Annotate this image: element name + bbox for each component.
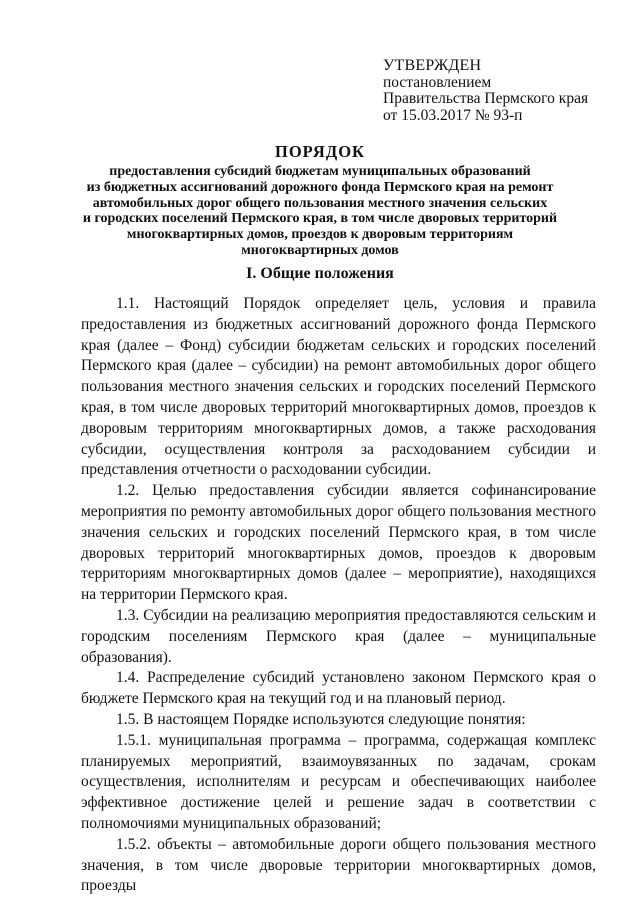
document-subtitle	[70, 164, 570, 259]
paragraph-1-2: 1.2. Целью предоставления субсидии является софинансирование мероприятия по ремонту автомобильных дорог общего пользования местного значения сельских и городских поселений Пермского края, в том числе дворовых территорий многоквартирных домов, проездов к дворовым территориям многоквартирных домов (далее – мероприятие), находящихся на территории Пермского края.	[81, 482, 596, 604]
section-heading: I. Общие положения	[246, 265, 394, 282]
approval-line-2: Правительства Пермского края	[383, 90, 589, 107]
paragraph-1-1: 1.1. Настоящий Порядок определяет цель, условия и правила предоставления из бюджетных ассигнований дорожного фонда Пермского края (далее – Фонд) субсидии бюджетам сельских и городских поселений Пермского края (далее – субсидии) на ремонт автомобильных дорог общего пользования местного значения сельских и городских поселений Пермского края, в том числе дворовых территорий многоквартирных домов, проездов к дворовым территориям многоквартирных домов, а также расходования субсидии, осуществления контроля за расходованием субсидии и представления отчетности о расходовании субсидии.	[81, 295, 596, 479]
approval-heading: УТВЕРЖДЕН	[383, 57, 482, 74]
subtitle-line: предоставления субсидий бюджетам муниципальных образований	[109, 164, 531, 179]
paragraph-1-3: 1.3. Субсидии на реализацию мероприятия предоставляются сельским и городским поселениям Пермского края (далее – муниципальные образования).	[81, 606, 596, 666]
approval-line-1: постановлением	[383, 73, 492, 91]
subtitle-line: автомобильных дорог общего пользования местного значения сельских	[92, 195, 548, 211]
document-body	[81, 294, 596, 897]
paragraph-1-5: 1.5. В настоящем Порядке используются следующие понятия:	[116, 710, 526, 728]
subtitle-line: многоквартирных домов	[241, 242, 399, 258]
paragraph-1-5-1: 1.5.1. муниципальная программа – программа, содержащая комплекс планируемых мероприятий, взаимоувязанных по задачам, срокам осуществления, исполнителям и ресурсам и обеспечивающих наиболее эффективное достижение целей и решение задач в соответствии с полномочиями муниципальных образований;	[81, 731, 596, 832]
approval-line-3: от 15.03.2017 № 93-п	[383, 106, 523, 124]
approval-stamp	[383, 58, 588, 124]
paragraph-1-4: 1.4. Распределение субсидий установлено законом Пермского края о бюджете Пермского края на текущий год и на плановый период.	[81, 669, 596, 708]
subtitle-line: многоквартирных домов, проездов к дворовым территориям	[126, 227, 514, 243]
paragraph-1-5-2: 1.5.2. объекты – автомобильные дороги общего пользования местного значения, в том числе дворовые территории многоквартирных домов, проезды	[81, 835, 596, 895]
subtitle-line: из бюджетных ассигнований дорожного фонда Пермского края на ремонт	[86, 179, 554, 195]
document-title: ПОРЯДОК	[275, 142, 365, 161]
subtitle-line: и городских поселений Пермского края, в том числе дворовых территорий	[82, 211, 558, 227]
